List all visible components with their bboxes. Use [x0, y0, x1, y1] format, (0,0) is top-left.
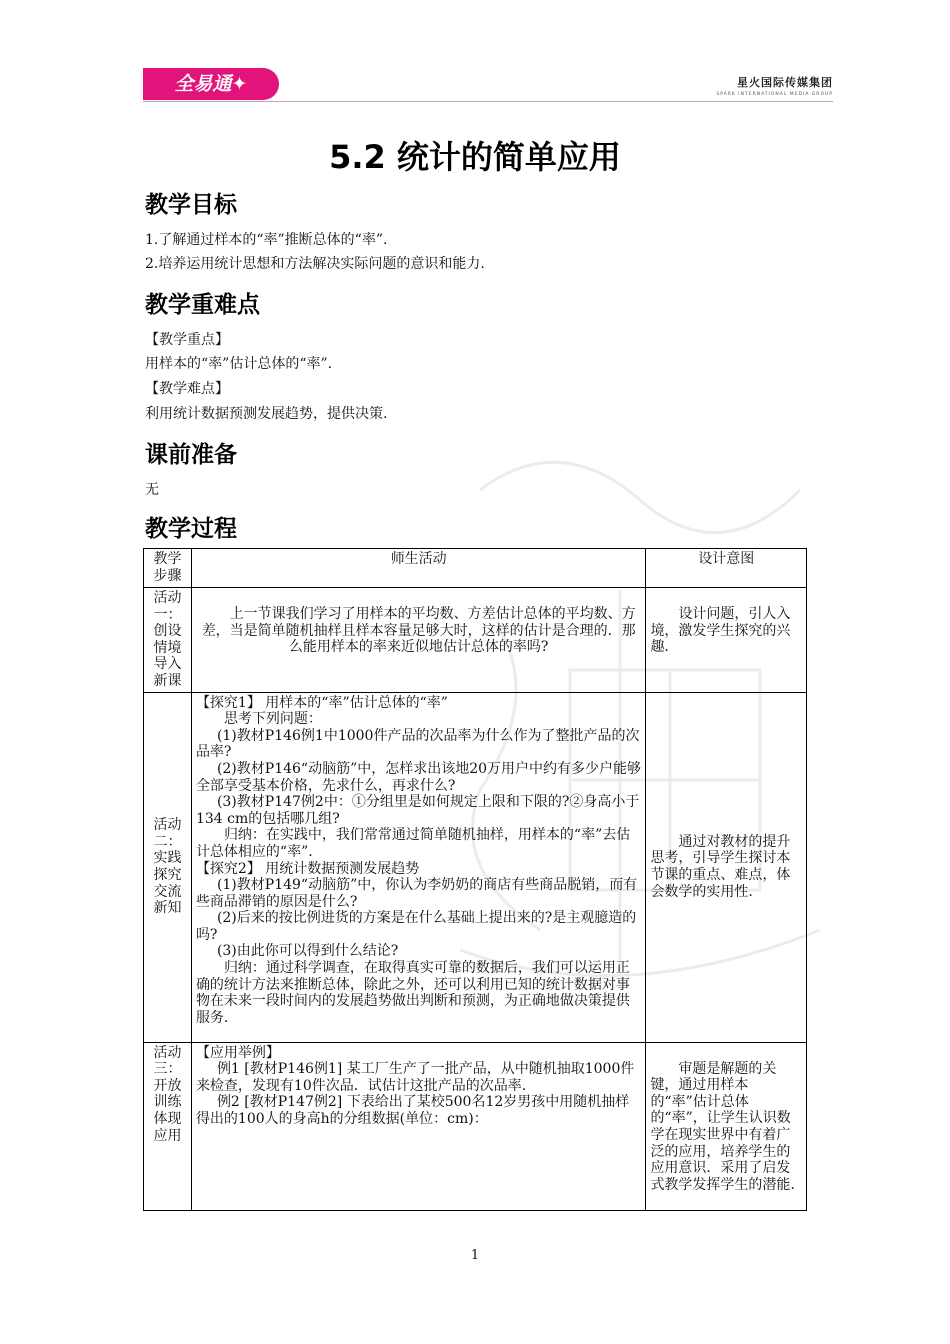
- step-cell: 活动一：创设情境导入新课: [144, 588, 192, 693]
- intent-text: 审题是解题的关键，通过用样本的“率”估计总体的“率”，让学生认识数学在现实世界中有着广泛的应用，培养学生的应用意识．采用了启发式教学发挥学生的潜能.: [650, 1060, 795, 1193]
- intent-cell: [646, 692, 807, 1042]
- heading-process: 教学过程: [145, 516, 237, 542]
- goal-item: 2.培养运用统计思想和方法解决实际问题的意识和能力.: [145, 256, 485, 272]
- heading-keypoints: 教学重难点: [145, 292, 260, 318]
- table-row: [144, 588, 807, 693]
- header-step: 教学步骤: [144, 549, 192, 588]
- table-header-row: [144, 549, 807, 588]
- activity-line: (1)教材P146例1中1000件产品的次品率为什么作为了整批产品的次品率?: [195, 727, 640, 761]
- key-label: 【教学重点】: [145, 332, 229, 348]
- activity-line: (2)后来的按比例进货的方案是在什么基础上提出来的?是主观臆造的吗?: [195, 910, 637, 943]
- activity-cell: [191, 1042, 646, 1210]
- page-number: 1: [470, 1248, 480, 1263]
- hard-text: 利用统计数据预测发展趋势，提供决策.: [145, 406, 388, 422]
- step-cell: 活动二：实践探究交流新知: [144, 692, 192, 1042]
- activity-cell: [191, 588, 646, 693]
- header-intent: 设计意图: [646, 549, 807, 588]
- explore1-title: 【探究1】 用样本的“率”估计总体的“率”: [195, 694, 448, 711]
- activity-line: (1)教材P149“动脑筋”中，你认为李奶奶的商店有些商品脱销，而有些商品滞销的原因是什么?: [195, 877, 638, 910]
- activity-line: 例1 [教材P146例1] 某工厂生产了一批产品，从中随机抽取1000件来检查，发现有10件次品．试估计这批产品的次品率.: [195, 1061, 635, 1094]
- activity-line: (2)教材P146“动脑筋”中，怎样求出该地20万用户中约有多少户能够全部享受基本价格，先求什么，再求什么?: [195, 760, 642, 794]
- page-header: [143, 68, 833, 102]
- brand-name: 星火国际传媒集团: [737, 76, 833, 89]
- intent-cell: [646, 1042, 807, 1210]
- header-activity: 师生活动: [191, 549, 646, 588]
- hard-label: 【教学难点】: [145, 381, 229, 397]
- heading-prep: 课前准备: [145, 442, 237, 468]
- activity-line: 例2 [教材P147例2] 下表给出了某校500名12岁男孩中用随机抽样得出的100人的身高h的分组数据(单位：cm)：: [195, 1094, 630, 1127]
- key-text: 用样本的“率”估计总体的“率”.: [145, 356, 333, 372]
- process-table: [143, 548, 807, 1211]
- table-row: [144, 692, 807, 1042]
- explore2-title: 【探究2】 用统计数据预测发展趋势: [195, 860, 420, 877]
- step-cell: 活动三：开放训练体现应用: [144, 1042, 192, 1210]
- heading-goals: 教学目标: [145, 192, 237, 218]
- activity-cell: [191, 692, 646, 1042]
- activity-line: (3)教材P147例2中：①分组里是如何规定上限和下限的?②身高小于134 cm的包括哪几组?: [195, 794, 640, 827]
- activity-line: 思考下列问题：: [223, 711, 322, 728]
- activity-line: 归纳：在实践中，我们常常通过简单随机抽样，用样本的“率”去估计总体相应的“率”.: [195, 827, 631, 860]
- table-row: [144, 1042, 807, 1210]
- activity-text: 上一节课我们学习了用样本的平均数、方差估计总体的平均数、方差，当是简单随机抽样且样本容量足够大时，这样的估计是合理的．那么能用样本的率来近似地估计总体的率吗?: [201, 606, 636, 656]
- header-divider: [143, 101, 833, 102]
- sparkle-icon: ✦: [231, 73, 248, 95]
- logo-text: 全易通: [174, 73, 232, 95]
- brand-name-en: SPARK INTERNATIONAL MEDIA GROUP: [716, 92, 833, 97]
- activity-line: 归纳：通过科学调查，在取得真实可靠的数据后，我们可以运用正确的统计方法来推断总体，除此之外，还可以利用已知的统计数据对事物在未来一段时间内的发展趋势做出判断和预测，为正确地做决策提供服务.: [195, 960, 630, 1026]
- apply-title: 【应用举例】: [195, 1044, 280, 1061]
- logo: [143, 68, 279, 100]
- brand: [716, 74, 833, 97]
- intent-text: 设计问题，引人入境，激发学生探究的兴趣.: [650, 606, 791, 656]
- activity-line: (3)由此你可以得到什么结论?: [216, 943, 399, 960]
- intent-text: 通过对教材的提升思考，引导学生探讨本节课的重点、难点，体会数学的实用性.: [650, 833, 791, 900]
- page-title: 5.2 统计的简单应用: [329, 138, 621, 176]
- goal-item: 1.了解通过样本的“率”推断总体的“率”.: [145, 232, 388, 248]
- prep-text: 无: [145, 482, 159, 498]
- intent-cell: [646, 588, 807, 693]
